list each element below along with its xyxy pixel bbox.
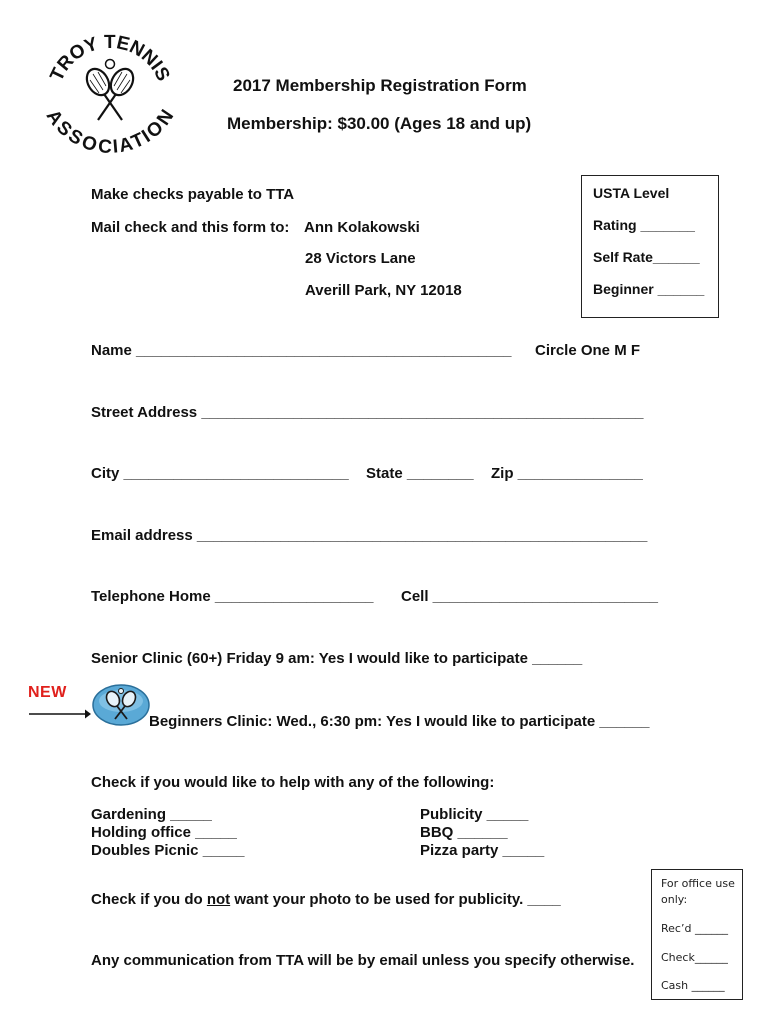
office-use-line1: For office use: [661, 877, 735, 890]
office-recd-field[interactable]: Rec’d ______: [661, 922, 728, 935]
office-use-line2: only:: [661, 893, 688, 906]
telephone-home-field[interactable]: Telephone Home ___________________: [91, 588, 374, 605]
recipient-street: 28 Victors Lane: [305, 250, 416, 267]
usta-level-box: [581, 175, 719, 318]
communication-note: Any communication from TTA will be by email unless you specify otherwise.: [91, 952, 635, 969]
recipient-city-state-zip: Averill Park, NY 12018: [305, 282, 462, 299]
photo-consent-line[interactable]: [91, 891, 561, 908]
usta-self-rate-field[interactable]: Self Rate______: [593, 249, 700, 265]
svg-text:TROY TENNIS: [46, 32, 173, 85]
senior-clinic-line[interactable]: Senior Clinic (60+) Friday 9 am: Yes I would like to participate ______: [91, 650, 583, 667]
logo-bottom-text: ASSOCIATION: [41, 106, 179, 155]
membership-fee: Membership: $30.00 (Ages 18 and up): [227, 114, 532, 133]
troy-tennis-association-logo: [36, 20, 184, 155]
name-field[interactable]: Name _____________________________________________: [91, 342, 512, 359]
volunteer-doubles-picnic[interactable]: Doubles Picnic _____: [91, 842, 245, 859]
city-field[interactable]: City ___________________________: [91, 465, 349, 482]
beginners-clinic-line[interactable]: Beginners Clinic: Wed., 6:30 pm: Yes I would like to participate ______: [149, 713, 650, 730]
volunteer-heading: Check if you would like to help with any of the following:: [91, 774, 495, 791]
photo-consent-suffix: want your photo to be used for publicity. ____: [230, 891, 561, 908]
cell-field[interactable]: Cell ___________________________: [401, 588, 658, 605]
tennis-rackets-icon: [91, 683, 151, 727]
street-address-field[interactable]: Street Address _____________________________________________________: [91, 404, 644, 421]
office-check-field[interactable]: Check______: [661, 951, 728, 964]
arrow-right-icon: [29, 708, 91, 720]
recipient-name: Ann Kolakowski: [304, 219, 420, 236]
photo-consent-emphasis: not: [206, 891, 231, 908]
mail-to-label: Mail check and this form to:: [91, 219, 290, 236]
usta-level-heading: USTA Level: [593, 185, 670, 201]
new-badge: NEW: [28, 684, 67, 701]
volunteer-bbq[interactable]: BBQ ______: [420, 824, 508, 841]
usta-rating-field[interactable]: Rating _______: [593, 217, 695, 233]
volunteer-pizza-party[interactable]: Pizza party _____: [420, 842, 545, 859]
crossed-rackets-icon: [82, 60, 137, 121]
gender-circle-one[interactable]: Circle One M F: [535, 342, 641, 359]
office-use-box: [651, 869, 743, 1000]
usta-beginner-field[interactable]: Beginner ______: [593, 281, 705, 297]
volunteer-gardening[interactable]: Gardening _____: [91, 806, 212, 823]
email-field[interactable]: Email address ______________________________________________________: [91, 527, 648, 544]
photo-consent-prefix: Check if you do: [91, 891, 207, 908]
svg-text:ASSOCIATION: [42, 106, 179, 155]
logo-top-text: TROY TENNIS: [46, 31, 174, 85]
office-cash-field[interactable]: Cash ______: [661, 979, 725, 992]
checks-payable-text: Make checks payable to TTA: [91, 186, 295, 203]
zip-field[interactable]: Zip _______________: [491, 465, 643, 482]
form-title: 2017 Membership Registration Form: [233, 76, 527, 95]
state-field[interactable]: State ________: [366, 465, 474, 482]
volunteer-holding-office[interactable]: Holding office _____: [91, 824, 237, 841]
volunteer-publicity[interactable]: Publicity _____: [420, 806, 529, 823]
